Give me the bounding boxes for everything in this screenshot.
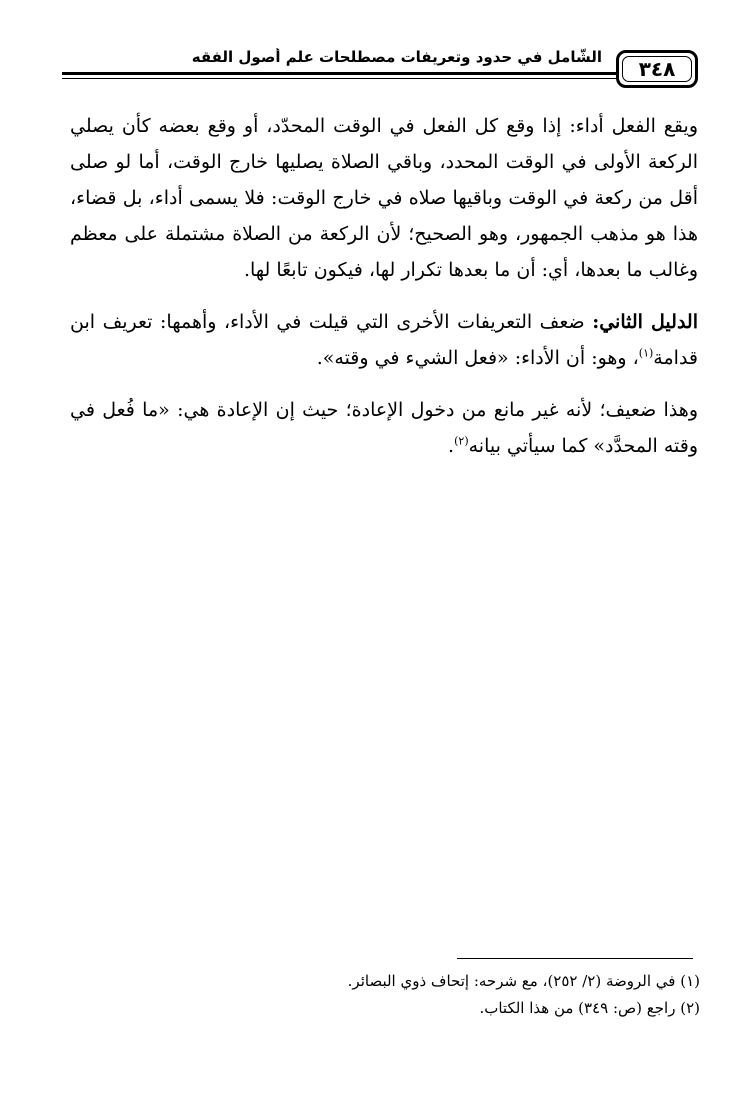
footnotes [70,968,700,1022]
paragraph-2-lead: الدليل الثاني: [592,311,699,333]
page-number: ٣٤٨ [616,50,698,88]
footnote-ref-2[interactable]: (٢) [454,434,469,448]
main-text [70,108,698,480]
footnote-ref-1[interactable]: (١) [638,346,654,360]
paragraph-2-text-b: ، وهو: أن الأداء: «فعل الشيء في وقته». [316,347,639,369]
paragraph-1: ويقع الفعل أداء: إذا وقع كل الفعل في الوقت المحدّد، أو وقع بعضه كأن يصلي الركعة الأولى في الوقت المحدد، وباقي الصلاة يصليها خارج الوقت، أما لو صلى أقل من ركعة في الوقت وباقيها صلاه في خارج الوقت: فلا يسمى أداء، بل قضاء، هذا هو مذهب الجمهور، وهو الصحيح؛ لأن الركعة من الصلاة مشتملة على معظم وغالب ما بعدها، أي: أن ما بعدها تكرار لها، فيكون تابعًا لها. [70,115,698,281]
paragraph-2 [70,304,698,376]
running-title: الشَّامل في حدود وتعريفات مصطلحات علم أصول الفقه [191,48,602,66]
paragraph-3-text-a: وهذا ضعيف؛ لأنه غير مانع من دخول الإعادة؛ حيث إن الإعادة هي: «ما فُعل في وقته المحدَّد» كما سيأتي بيانه [70,399,698,457]
paragraph-3-text-b: . [448,435,455,457]
header-rule-thin [62,78,616,79]
footnote-2: (٢) راجع (ص: ٣٤٩) من هذا الكتاب. [479,999,700,1017]
paragraph-3 [70,392,698,464]
footnote-1: (١) في الروضة (٢/ ٢٥٢)، مع شرحه: إتحاف ذوي البصائر. [347,972,700,990]
header-rule-thick [62,72,616,75]
paragraph-2-text-a: ضعف التعريفات الأخرى التي قيلت في الأداء، وأهمها: تعريف ابن قدامة [70,311,698,369]
footnote-separator [457,958,693,959]
page-header [62,42,698,92]
